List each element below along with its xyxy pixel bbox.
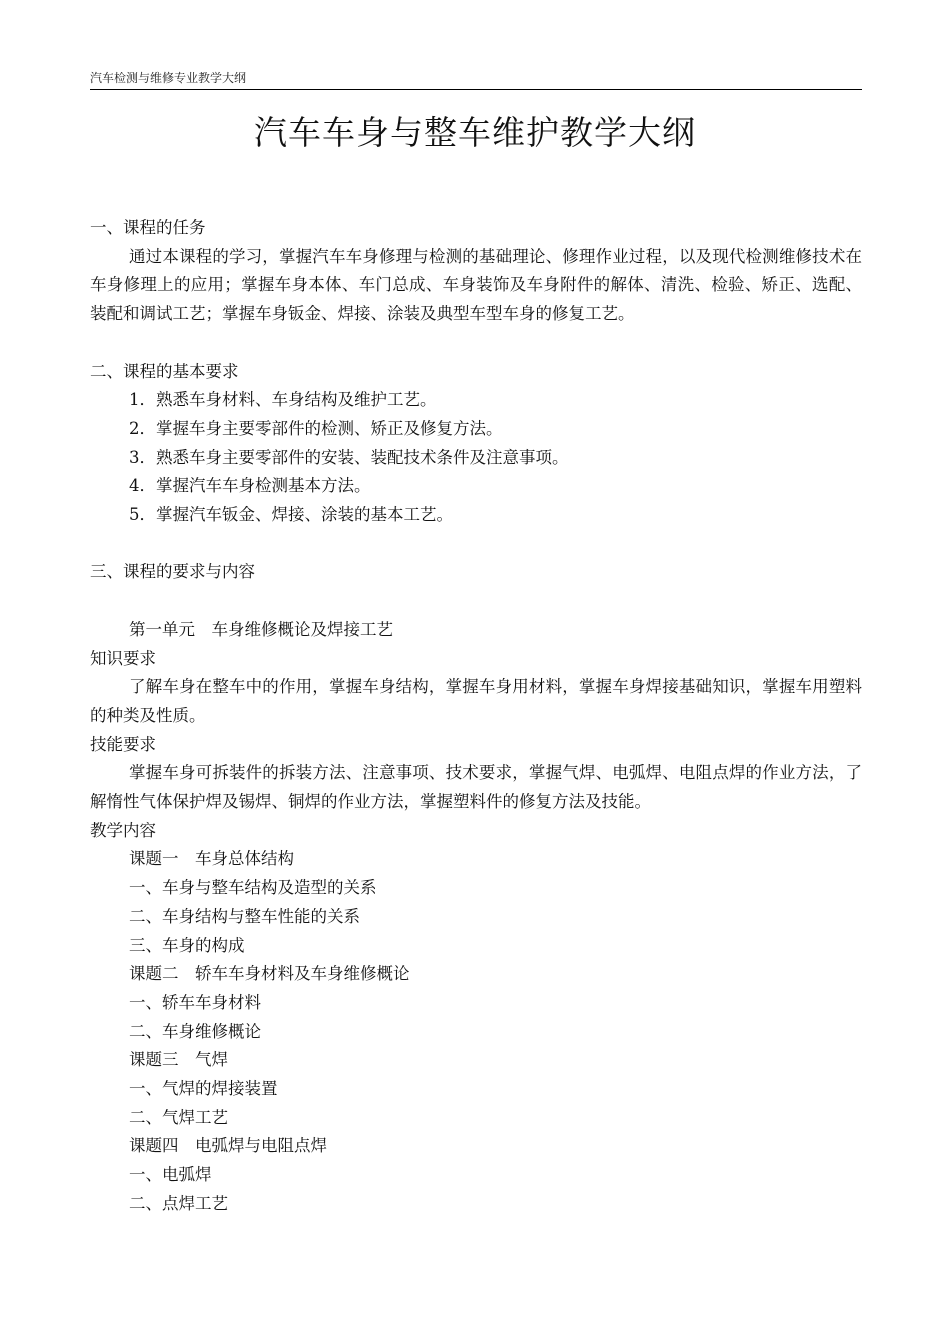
document-title: 汽车车身与整车维护教学大纲 <box>254 113 696 152</box>
topic-line: 二、气焊工艺 <box>129 1107 228 1127</box>
skill-paragraph: 掌握车身可拆装件的拆装方法、注意事项、技术要求，掌握气焊、电弧焊、电阻点焊的作业方法，了解惰性气体保护焊及锡焊、铜焊的作业方法，掌握塑料件的修复方法及技能。 <box>90 763 862 812</box>
requirement-item: 3．熟悉车身主要零部件的安装、装配技术条件及注意事项。 <box>129 447 569 467</box>
requirement-item: 4．掌握汽车车身检测基本方法。 <box>129 476 371 496</box>
requirement-item: 5．掌握汽车钣金、焊接、涂装的基本工艺。 <box>129 505 453 525</box>
topic-line: 课题四 电弧焊与电阻点焊 <box>129 1136 327 1156</box>
topic-line: 二、车身维修概论 <box>129 1021 261 1041</box>
section-heading-content: 三、课程的要求与内容 <box>90 562 255 582</box>
document-body <box>90 214 862 1219</box>
topic-line: 课题二 轿车车身材料及车身维修概论 <box>129 964 410 984</box>
topic-line: 课题一 车身总体结构 <box>129 849 294 869</box>
task-paragraph: 通过本课程的学习，掌握汽车车身修理与检测的基础理论、修理作业过程，以及现代检测维修技术在车身修理上的应用；掌握车身本体、车门总成、车身装饰及车身附件的解体、清洗、检验、矫正、选配、装配和调试工艺；掌握车身钣金、焊接、涂装及典型车型车身的修复工艺。 <box>90 246 862 324</box>
section-heading-requirements: 二、课程的基本要求 <box>90 361 239 381</box>
running-header: 汽车检测与维修专业教学大纲 <box>90 70 862 90</box>
teaching-content-label: 教学内容 <box>90 820 156 840</box>
topic-line: 一、气焊的焊接装置 <box>129 1079 278 1099</box>
topic-line: 课题三 气焊 <box>129 1050 228 1070</box>
skill-label: 技能要求 <box>90 734 156 754</box>
knowledge-label: 知识要求 <box>90 648 156 668</box>
unit-title: 第一单元 车身维修概论及焊接工艺 <box>129 619 393 639</box>
requirement-item: 1．熟悉车身材料、车身结构及维护工艺。 <box>129 390 437 410</box>
topic-line: 二、点焊工艺 <box>129 1193 228 1213</box>
requirement-item: 2．掌握车身主要零部件的检测、矫正及修复方法。 <box>129 418 503 438</box>
topic-line: 一、电弧焊 <box>129 1165 212 1185</box>
topic-line: 二、车身结构与整车性能的关系 <box>129 906 360 926</box>
topic-line: 三、车身的构成 <box>129 935 245 955</box>
section-heading-task: 一、课程的任务 <box>90 218 206 237</box>
topic-line: 一、轿车车身材料 <box>129 992 261 1012</box>
topic-line: 一、车身与整车结构及造型的关系 <box>129 878 377 898</box>
knowledge-paragraph: 了解车身在整车中的作用，掌握车身结构，掌握车身用材料，掌握车身焊接基础知识，掌握车用塑料的种类及性质。 <box>90 677 862 725</box>
